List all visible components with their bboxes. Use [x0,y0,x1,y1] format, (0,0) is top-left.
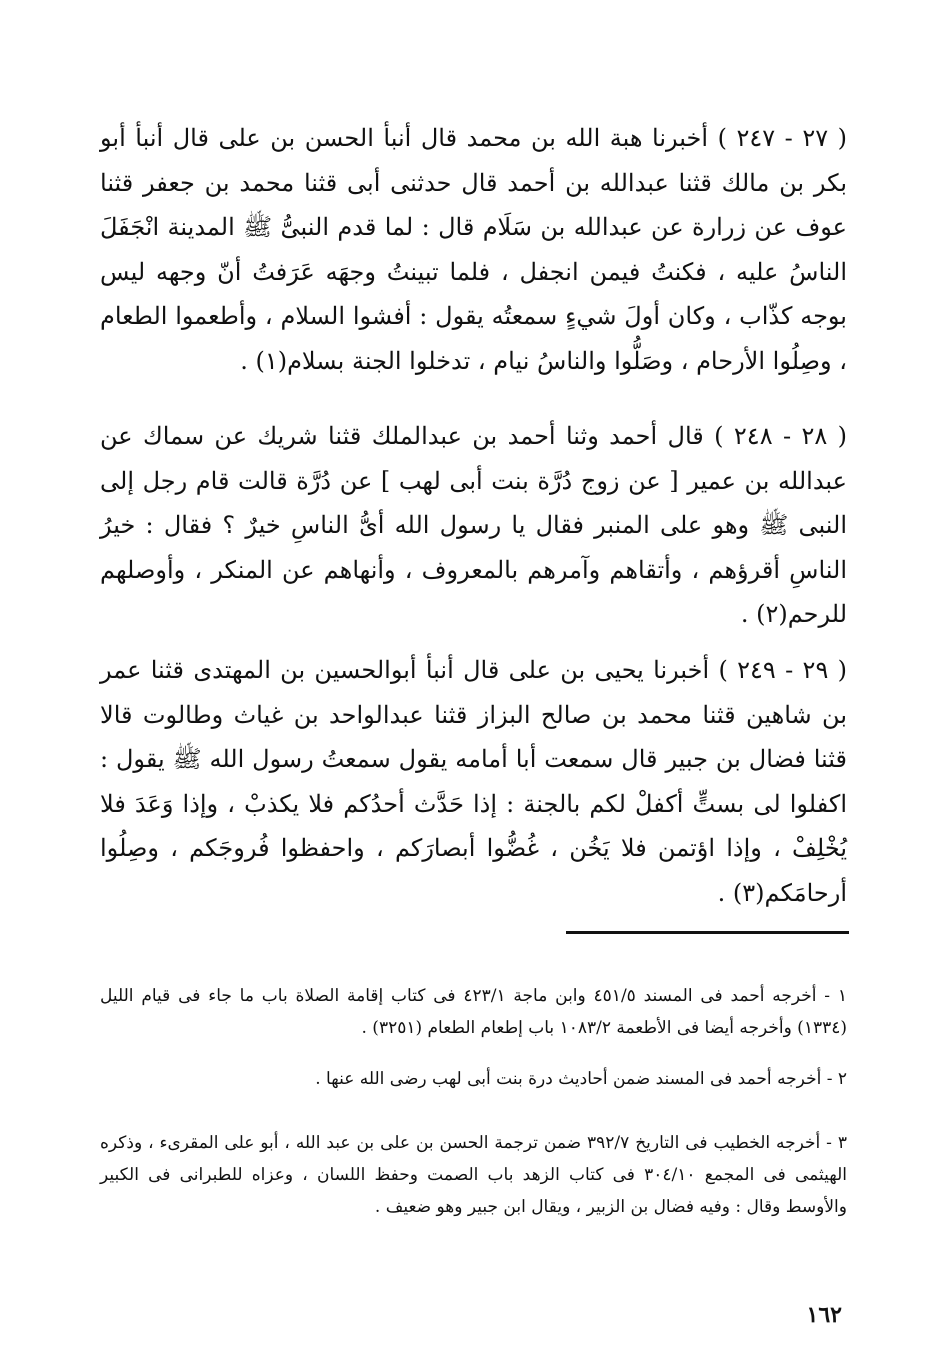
page-number: ١٦٢ [806,1302,842,1328]
footnote-2: ٢ - أخرجه أحمد فى المسند ضمن أحاديث درة بنت أبى لهب رضى الله عنها . [315,1069,847,1089]
hadith-248: ( ٢٨ - ٢٤٨ ) قال أحمد وثنا أحمد بن عبدالملك قثنا شريك عن سماك عن عبدالله بن عمير [ عن زوج دُرَّة بنت أبى لهب ] عن دُرَّة قالت قام رجل إلى النبى ﷺ وهو على المنبر فقال يا رسول الله أىُّ الناسِ خيرٌ ؟ فقال : خيرُ الناسِ أقرؤهم ، وأتقاهم وآمرهم بالمعروف ، وأنهاهم عن المنكر ، وأوصلهم للرحم(٢) . [100,422,848,628]
hadith-249: ( ٢٩ - ٢٤٩ ) أخبرنا يحيى بن على قال أنبأ أبوالحسين بن المهتدى قثنا عمر بن شاهين قثنا محمد بن صالح البزاز قثنا عبدالواحد بن غياث وطالوت قالا قثنا فضال بن جبير قال سمعت أبا أمامه يقول سمعتُ رسول الله ﷺ يقول : اكفلوا لى بستٍّ أكفلْ لكم بالجنة : إذا حَدَّث أحدُكم فلا يكذبْ ، وإذا وَعَدَ فلا يُخْلِفْ ، وإذا اؤتمن فلا يَخُن ، غُضُّوا أبصارَكم ، واحفظوا فُروجَكم ، وصِلُوا أرحامَكم(٣) . [100,656,847,907]
footnote-1: ١ - أخرجه أحمد فى المسند ٤٥١/٥ وابن ماجة ٤٢٣/١ فى كتاب إقامة الصلاة باب ما جاء فى قيام الليل (١٣٣٤) وأخرجه أيضا فى الأطعمة ١٠٨٣/٢ باب إطعام الطعام (٣٢٥١) . [100,986,847,1038]
hadith-247: ( ٢٧ - ٢٤٧ ) أخبرنا هبة الله بن محمد قال أنبأ الحسن بن على قال أنبأ أبو بكر بن مالك قثنا عبدالله بن أحمد قال حدثنى أبى قثنا محمد بن جعفر قثنا عوف عن زرارة عن عبدالله بن سَلَام قال : لما قدم النبىُّ ﷺ المدينة انْجَفَلَ الناسُ عليه ، فكنتُ فيمن انجفل ، فلما تبينتُ وجهَه عَرَفتُ أنّ وجهه ليس بوجه كذّاب ، وكان أولَ شيءٍ سمعتُه يقول : أفشوا السلام ، وأطعموا الطعام ، وصِلُوا الأرحام ، وصَلُّوا والناسُ نيام ، تدخلوا الجنة بسلام(١) . [100,124,847,375]
footnote-separator [566,931,849,934]
footnote-3: ٣ - أخرجه الخطيب فى التاريخ ٣٩٢/٧ ضمن ترجمة الحسن بن على بن عبد الله ، أبو على المقرىء ، وذكره الهيثمى فى المجمع ٣٠٤/١٠ فى كتاب الزهد باب الصمت وحفظ اللسان ، وعزاه للطبرانى فى الكبير والأوسط وقال : وفيه فضال بن الزبير ، ويقال ابن جبير وهو ضعيف . [100,1133,848,1217]
